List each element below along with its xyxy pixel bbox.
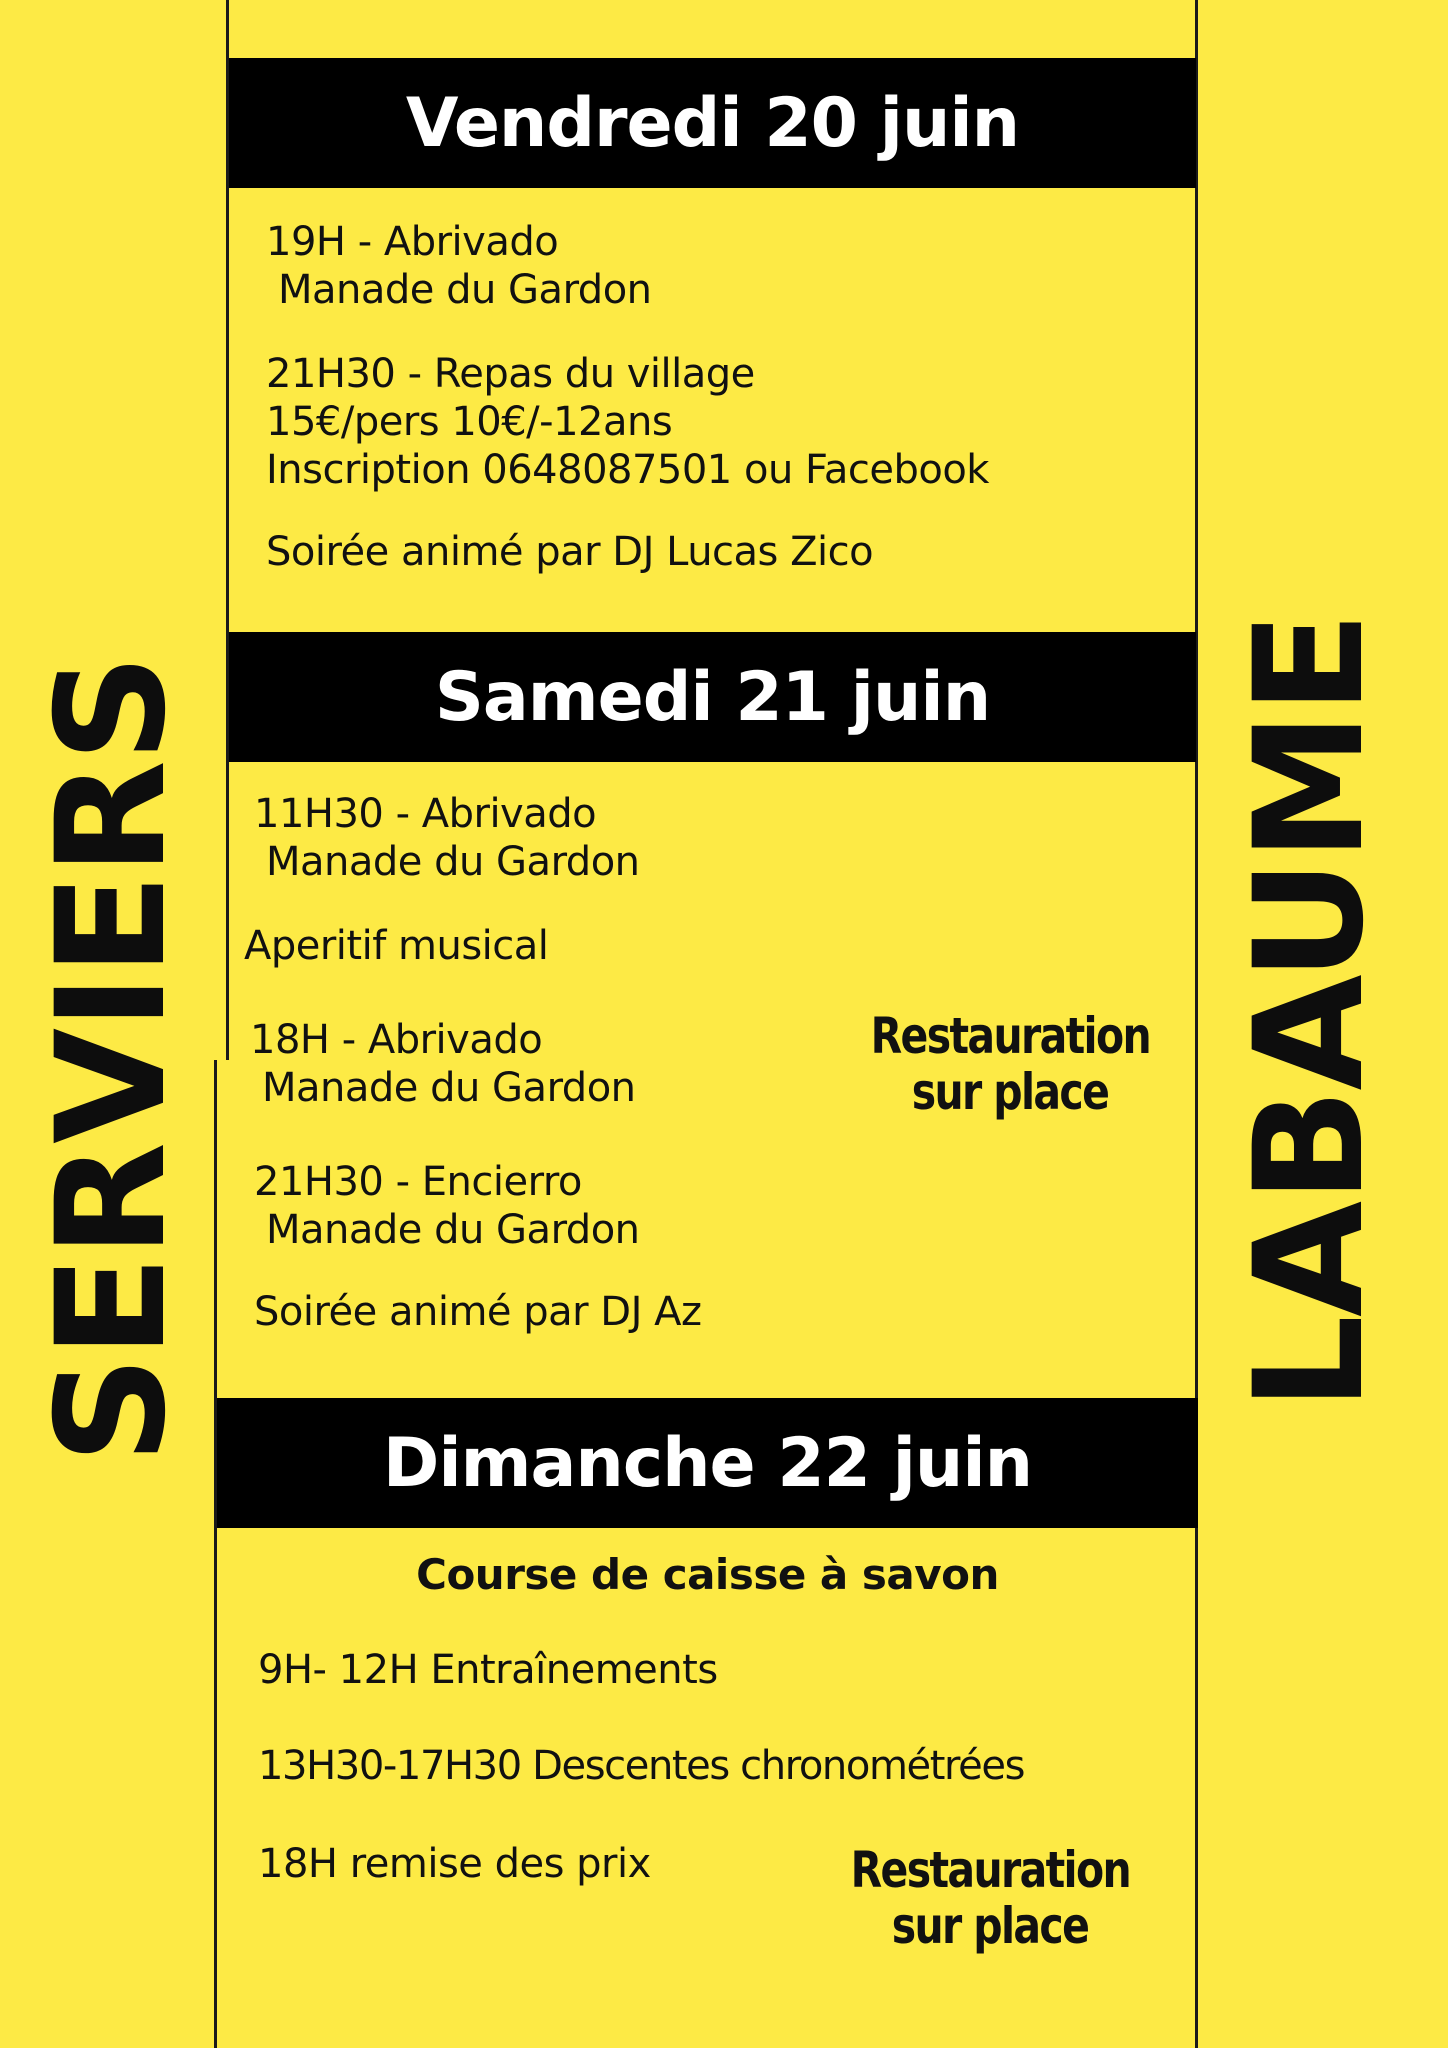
sunday-resto-line2: sur place bbox=[891, 1897, 1089, 1955]
saturday-event-2: Aperitif musical bbox=[244, 923, 549, 969]
saturday-event-3-line1: 18H - Abrivado bbox=[250, 1017, 543, 1063]
sunday-event-remise bbox=[258, 1840, 651, 1888]
day-banner-sunday bbox=[217, 1398, 1198, 1528]
friday-event-2-line1: 21H30 - Repas du village bbox=[266, 351, 755, 397]
sunday-event-2: 13H30-17H30 Descentes chronométrées bbox=[258, 1743, 1025, 1789]
saturday-event-3-line2: Manade du Gardon bbox=[262, 1065, 636, 1111]
day-title-saturday: Samedi 21 juin bbox=[434, 657, 991, 737]
friday-event-1-line1: 19H - Abrivado bbox=[266, 219, 559, 265]
friday-event-abrivado bbox=[266, 218, 652, 314]
saturday-event-aperitif bbox=[244, 922, 548, 970]
saturday-resto-line1: Restauration bbox=[870, 1007, 1151, 1065]
right-divider-line bbox=[1195, 0, 1198, 2048]
saturday-event-soiree bbox=[254, 1288, 701, 1336]
friday-event-soiree bbox=[266, 528, 873, 576]
day-title-sunday: Dimanche 22 juin bbox=[382, 1423, 1033, 1503]
day-banner-saturday bbox=[229, 632, 1196, 762]
saturday-event-4-line1: 21H30 - Encierro bbox=[254, 1159, 582, 1205]
saturday-event-abrivado-2 bbox=[250, 1016, 636, 1112]
friday-event-2-line2: 15€/pers 10€/-12ans bbox=[266, 399, 673, 445]
side-title-serviers: SERVIERS bbox=[25, 656, 199, 1464]
sunday-resto-line1: Restauration bbox=[850, 1841, 1131, 1899]
friday-event-1-line2: Manade du Gardon bbox=[278, 267, 652, 313]
day-banner-friday bbox=[229, 58, 1196, 188]
saturday-event-4-line2: Manade du Gardon bbox=[266, 1207, 640, 1253]
sunday-event-1: 9H- 12H Entraînements bbox=[258, 1647, 718, 1693]
side-title-labaume: LABAUME bbox=[1223, 613, 1397, 1411]
saturday-restauration-note bbox=[871, 1008, 1150, 1120]
saturday-event-abrivado-1 bbox=[254, 790, 640, 886]
friday-event-repas bbox=[266, 350, 989, 494]
saturday-event-5: Soirée animé par DJ Az bbox=[254, 1289, 702, 1335]
sunday-event-descentes bbox=[258, 1742, 1024, 1790]
saturday-resto-line2: sur place bbox=[911, 1063, 1109, 1121]
sunday-subtitle: Course de caisse à savon bbox=[416, 1550, 999, 1599]
day-title-friday: Vendredi 20 juin bbox=[405, 83, 1020, 163]
saturday-event-1-line2: Manade du Gardon bbox=[266, 839, 640, 885]
saturday-event-1-line1: 11H30 - Abrivado bbox=[254, 791, 597, 837]
sunday-event-3: 18H remise des prix bbox=[258, 1841, 651, 1887]
friday-event-3: Soirée animé par DJ Lucas Zico bbox=[266, 529, 874, 575]
friday-event-2-line3: Inscription 0648087501 ou Facebook bbox=[266, 447, 989, 493]
sunday-event-entrainements bbox=[258, 1646, 718, 1694]
sunday-restauration-note bbox=[851, 1842, 1130, 1954]
saturday-event-encierro bbox=[254, 1158, 640, 1254]
